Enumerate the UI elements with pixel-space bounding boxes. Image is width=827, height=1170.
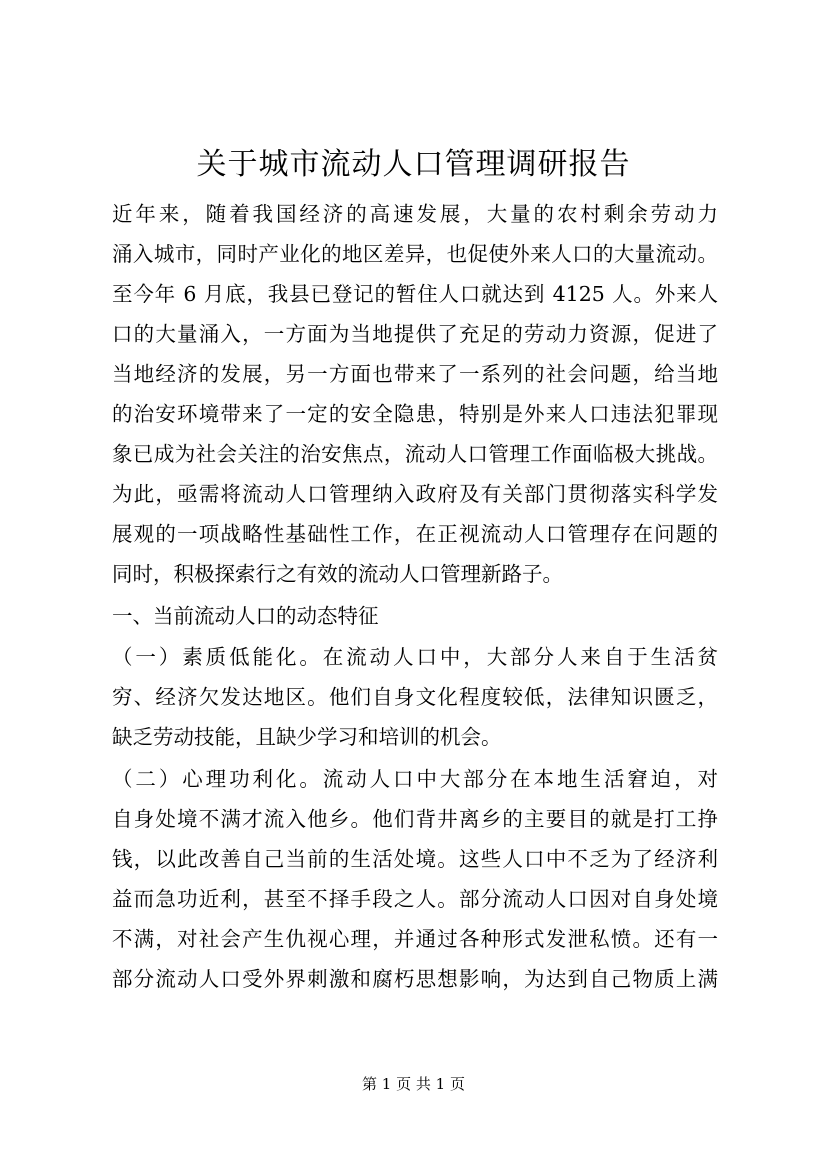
body-line: （一）素质低能化。在流动人口中，大部分人来自于生活贫 [112, 645, 718, 669]
body-line: 近年来，随着我国经济的高速发展，大量的农村剩余劳动力 [112, 202, 718, 226]
body-line: （二）心理功利化。流动人口中大部分在本地生活窘迫，对 [112, 767, 718, 791]
body-line: 穷、经济欠发达地区。他们自身文化程度较低，法律知识匮乏， [112, 685, 718, 709]
document-title: 关于城市流动人口管理调研报告 [196, 147, 631, 182]
body-line: 同时，积极探索行之有效的流动人口管理新路子。 [112, 562, 563, 586]
body-line: 展观的一项战略性基础性工作，在正视流动人口管理存在问题的 [112, 522, 718, 546]
body-line: 为此，亟需将流动人口管理纳入政府及有关部门贯彻落实科学发 [112, 482, 718, 506]
body-line: 益而急功近利，甚至不择手段之人。部分流动人口因对自身处境 [112, 887, 718, 911]
body-line: 部分流动人口受外界刺激和腐朽思想影响，为达到自己物质上满 [112, 967, 718, 991]
body-line: 钱，以此改善自己当前的生活处境。这些人口中不乏为了经济利 [112, 847, 718, 871]
body-line: 象已成为社会关注的治安焦点，流动人口管理工作面临极大挑战。 [112, 442, 718, 466]
body-line: 口的大量涌入，一方面为当地提供了充足的劳动力资源，促进了 [112, 322, 718, 346]
section-heading: 一、当前流动人口的动态特征 [112, 604, 379, 628]
body-line: 自身处境不满才流入他乡。他们背井离乡的主要目的就是打工挣 [112, 807, 718, 831]
body-line: 当地经济的发展，另一方面也带来了一系列的社会问题，给当地 [112, 362, 718, 386]
body-line: 缺乏劳动技能，且缺少学习和培训的机会。 [112, 725, 502, 749]
page-number: 第 1 页 共 1 页 [362, 1075, 465, 1093]
body-line: 不满，对社会产生仇视心理，并通过各种形式发泄私愤。还有一 [112, 927, 718, 951]
body-line: 涌入城市，同时产业化的地区差异，也促使外来人口的大量流动。 [112, 242, 718, 266]
body-line: 的治安环境带来了一定的安全隐患，特别是外来人口违法犯罪现 [112, 402, 718, 426]
body-line: 至今年 6 月底，我县已登记的暂住人口就达到 4125 人。外来人 [112, 282, 718, 306]
